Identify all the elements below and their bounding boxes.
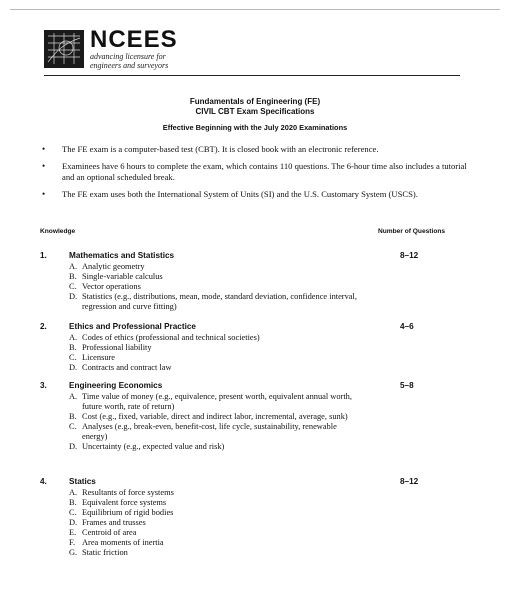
logo-tagline [90,52,210,70]
topic-item [69,518,359,528]
topic-item [69,442,359,452]
questions-column-header: Number of Questions [378,228,446,235]
section-title: Statics [69,477,96,486]
topic-item [69,333,359,343]
exam-info-list [40,144,470,206]
document-title: Fundamentals of Engineering (FE) [189,97,321,106]
exam-info-bullet: • The FE exam uses both the International System of Units (SI) and the U.S. Customary System (USCS). [40,189,470,200]
topic-letter: C. [69,508,77,517]
document-subtitle: CIVIL CBT Exam Specifications [195,107,315,116]
topic-text: Resultants of force systems [82,488,174,497]
topic-letter: B. [69,343,77,352]
section-topic-list [69,262,359,312]
topic-letter: E. [69,528,77,537]
exam-info-bullet: • The FE exam is a computer-based test (CBT). It is closed book with an electronic reference. [40,144,470,155]
topic-item [69,548,359,558]
topic-item [69,363,359,373]
section-question-count: 8–12 [400,477,419,486]
topic-item [69,343,359,353]
section-title: Ethics and Professional Practice [69,322,196,331]
topic-item [69,262,359,272]
topic-text: Single-variable calculus [82,272,163,281]
topic-text: Analyses (e.g., break-even, benefit-cost, life cycle, sustainability, renewable energy) [82,422,337,441]
topic-letter: A. [69,262,78,271]
topic-item [69,282,359,292]
topic-item [69,528,359,538]
topic-letter: B. [69,412,77,421]
top-divider [10,9,500,10]
effective-date-line: Effective Beginning with the July 2020 Examinations [162,123,348,132]
topic-text: Statistics (e.g., distributions, mean, mode, standard deviation, confidence interval, regression and curve fitting) [82,292,357,311]
section-topic-list [69,333,359,373]
topic-text: Vector operations [82,282,141,291]
logo-underline [44,75,460,76]
topic-item [69,488,359,498]
topic-letter: D. [69,292,78,301]
topic-letter: C. [69,282,77,291]
section-question-count: 4–6 [400,322,414,331]
section-title: Mathematics and Statistics [69,251,175,260]
section-title: Engineering Economics [69,381,163,390]
topic-text: Licensure [82,353,116,362]
section-topic-list [69,392,359,452]
topic-item [69,538,359,548]
topic-letter: G. [69,548,78,557]
exam-info-bullet: • Examinees have 6 hours to complete the exam, which contains 110 questions. The 6-hour time also includes a tutorial and an optional scheduled break. [40,161,470,183]
knowledge-column-header: Knowledge [40,228,76,235]
topic-letter: F. [69,538,76,547]
section-question-count: 8–12 [400,251,419,260]
logo-wordmark: NCEES [90,26,178,53]
topic-item [69,272,359,282]
topic-text: Centroid of area [82,528,137,537]
topic-text: Contracts and contract law [82,363,172,372]
section-number: 4. [40,477,47,486]
topic-text: Professional liability [82,343,152,352]
topic-item [69,353,359,363]
logo-tagline-line1: advancing licensure for [90,52,166,61]
topic-item [69,392,359,412]
topic-letter: B. [69,272,77,281]
topic-letter: B. [69,498,77,507]
topic-text: Equilibrium of rigid bodies [82,508,174,517]
topic-letter: A. [69,333,78,342]
topic-text: Time value of money (e.g., equivalence, present worth, equivalent annual worth, future worth, rate of return) [82,392,352,411]
topic-item [69,412,359,422]
topic-item [69,422,359,442]
topic-text: Static friction [82,548,128,557]
topic-text: Equivalent force systems [82,498,167,507]
topic-text: Uncertainty (e.g., expected value and risk) [82,442,225,451]
topic-text: Codes of ethics (professional and technical societies) [82,333,260,342]
section-number: 1. [40,251,47,260]
section-number: 2. [40,322,47,331]
topic-text: Cost (e.g., fixed, variable, direct and indirect labor, incremental, average, sunk) [82,412,348,421]
topic-text: Analytic geometry [82,262,145,271]
section-question-count: 5–8 [400,381,414,390]
topic-letter: C. [69,422,77,431]
topic-item [69,508,359,518]
topic-letter: C. [69,353,77,362]
topic-letter: D. [69,518,78,527]
ncees-logo [44,26,244,76]
topic-item [69,292,359,312]
section-topic-list [69,488,359,558]
topic-text: Frames and trusses [82,518,146,527]
topic-letter: A. [69,392,78,401]
ncees-logo-mark-icon [44,30,84,68]
logo-tagline-line2: engineers and surveyors [90,61,169,70]
topic-letter: A. [69,488,78,497]
topic-letter: D. [69,442,78,451]
topic-item [69,498,359,508]
section-number: 3. [40,381,47,390]
topic-text: Area moments of inertia [82,538,164,547]
topic-letter: D. [69,363,78,372]
